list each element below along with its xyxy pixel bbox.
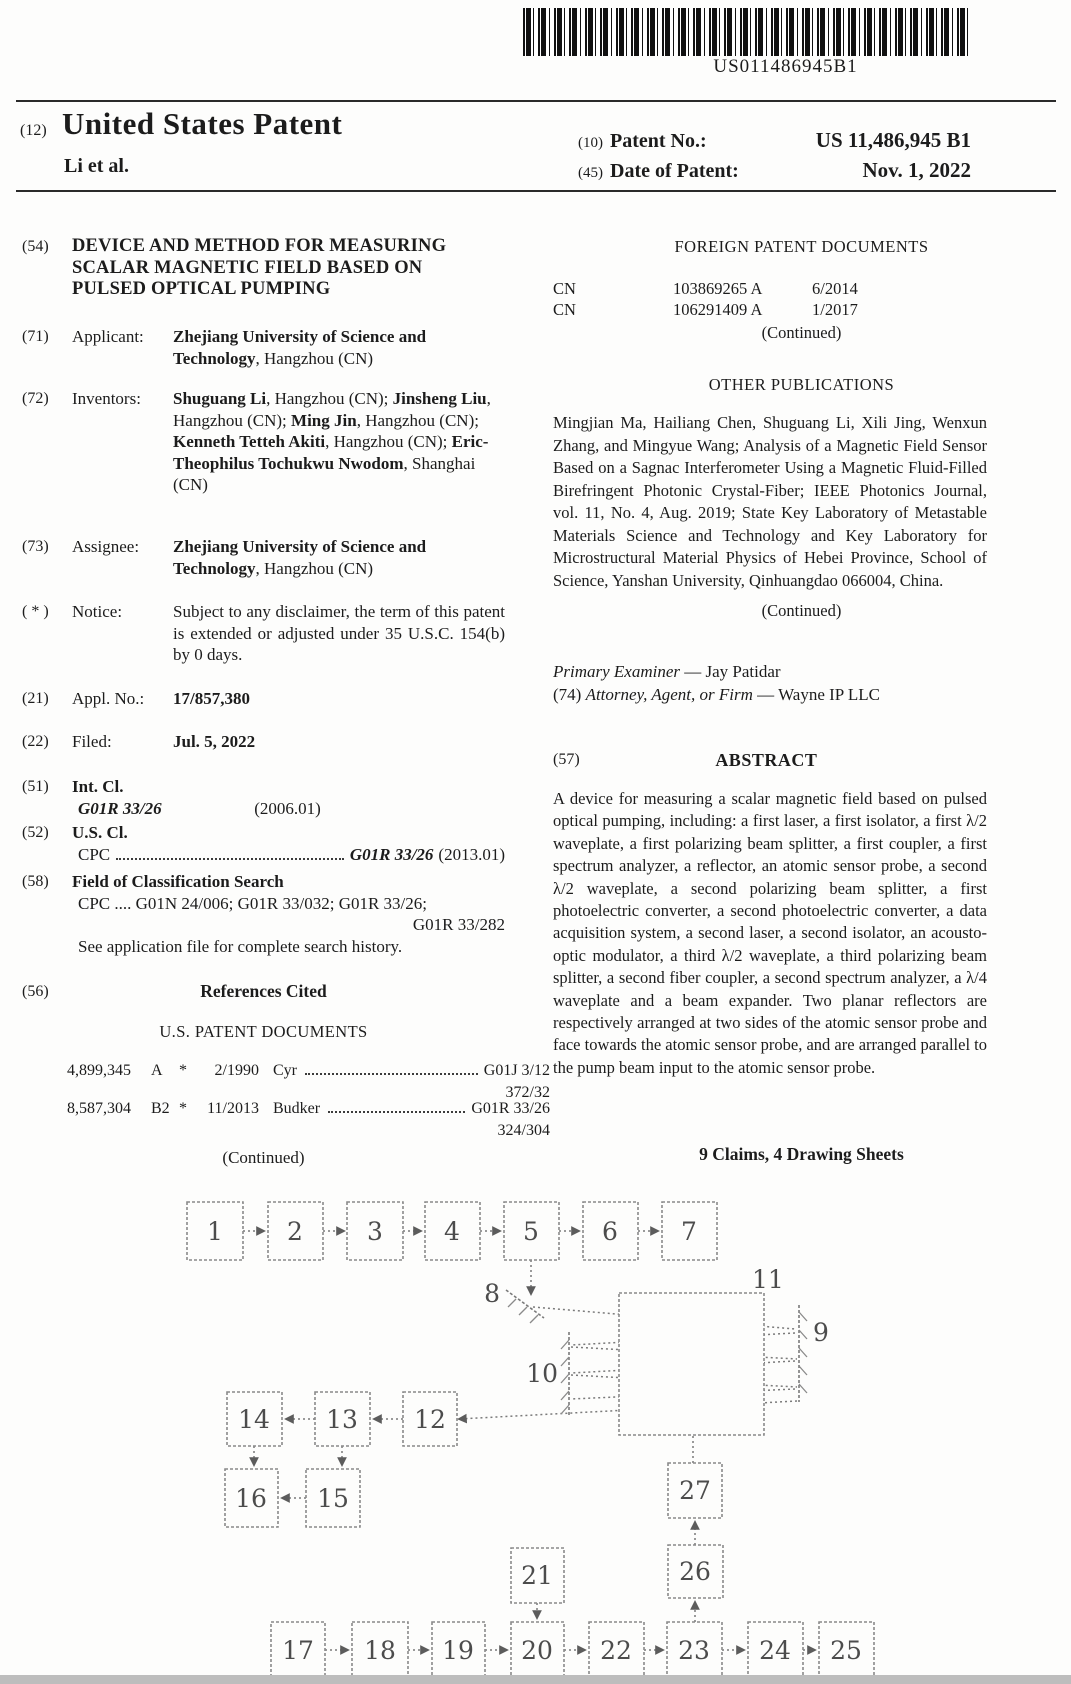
section-appl-no xyxy=(22,688,505,710)
figure-box-19 xyxy=(432,1622,485,1678)
section-inventors xyxy=(22,388,505,496)
figure-box-4 xyxy=(425,1202,480,1260)
notice-text: Subject to any disclaimer, the term of this patent is extended or adjusted under 35 U.S.C. 154(b) by 0 days. xyxy=(173,602,505,664)
applicant-code: (71) xyxy=(22,328,49,345)
figure-box-20 xyxy=(511,1622,564,1678)
svg-text:27: 27 xyxy=(679,1476,711,1505)
filed-value: Jul. 5, 2022 xyxy=(173,732,256,751)
ref-kind: B2 xyxy=(151,1100,170,1117)
figure-box-18 xyxy=(352,1622,408,1678)
svg-text:19: 19 xyxy=(442,1636,474,1665)
figure-box-23 xyxy=(667,1622,722,1678)
document-type-title: United States Patent xyxy=(62,106,343,141)
cell-box-11 xyxy=(619,1293,764,1435)
figure-box-5 xyxy=(504,1202,559,1260)
abstract-code: (57) xyxy=(553,751,580,768)
other-pubs-header: OTHER PUBLICATIONS xyxy=(708,375,895,394)
attorney-line xyxy=(553,684,987,707)
filed-label: Filed: xyxy=(72,732,112,751)
svg-text:3: 3 xyxy=(367,1217,383,1246)
svg-text:5: 5 xyxy=(523,1217,539,1246)
date-label: Date of Patent: xyxy=(610,160,739,182)
scan-edge-strip xyxy=(0,1675,1071,1684)
figure-box-6 xyxy=(583,1202,638,1260)
section-title xyxy=(22,236,505,301)
assignee-code: (73) xyxy=(22,538,49,555)
header-bottom-rule xyxy=(16,190,1056,192)
header-top-rule xyxy=(16,100,1056,102)
appl-no-label: Appl. No.: xyxy=(72,689,145,708)
foreign-date: 1/2017 xyxy=(812,300,858,319)
left-continued-note: (Continued) xyxy=(222,1148,305,1167)
examiner-label: Primary Examiner xyxy=(553,662,681,681)
svg-text:14: 14 xyxy=(238,1405,270,1434)
svg-text:22: 22 xyxy=(600,1636,632,1665)
abstract-text: A device for measuring a scalar magnetic field based on pulsed optical pumping, including: a first laser, a first isolator, a first λ/2 waveplate, a first polarizing beam splitter, a first coupler, a first spectrum analyzer, a reflector, an atomic sensor probe, a second λ/2 waveplate, a second polarizing beam splitter, a first photoelectric converter, a second photoelectric converter, a data acquisition system, a second laser, a second isolator, an acousto-optic modulator, a third λ/2 waveplate, a third polarizing beam splitter, a second fiber coupler, a second spectrum analyzer, a λ/4 waveplate and a beam expander. Two planar reflectors are respectively arranged at two sides of the atomic sensor probe and face towards the atomic sensor probe, and are arranged parallel to the pump beam input to the atomic sensor probe. xyxy=(553,789,987,1077)
us-ref-row xyxy=(22,1098,550,1141)
inventors-value: Shuguang Li, Hangzhou (CN); Jinsheng Liu, Hangzhou (CN); Ming Jin, Hangzhou (CN); Kenneth Tetteh Akiti, Hangzhou (CN); Eric-Theophilus Tochukwu Nwodom, Shanghai (CN) xyxy=(173,389,491,494)
figure-box-14 xyxy=(227,1392,282,1446)
foreign-number: 103869265 A xyxy=(673,279,763,298)
dot-leader xyxy=(305,1073,478,1075)
ref-star: * xyxy=(179,1100,187,1117)
ref-star: * xyxy=(179,1062,187,1079)
figure-label-10: 10 xyxy=(526,1359,558,1388)
appl-no-value: 17/857,380 xyxy=(173,689,250,708)
applicant-label: Applicant: xyxy=(72,327,144,346)
filed-code: (22) xyxy=(22,733,49,750)
svg-text:26: 26 xyxy=(679,1557,711,1586)
svg-text:13: 13 xyxy=(326,1405,358,1434)
claims-sheets-line: 9 Claims, 4 Drawing Sheets xyxy=(699,1144,904,1164)
ref-kind: A xyxy=(151,1062,163,1079)
svg-text:20: 20 xyxy=(521,1636,553,1665)
mirror-8 xyxy=(506,1290,544,1323)
attorney-code: (74) xyxy=(553,685,582,704)
abstract-header-row xyxy=(553,749,987,772)
ref-name: Budker xyxy=(273,1100,321,1117)
barcode-icon xyxy=(523,8,968,56)
invention-title: DEVICE AND METHOD FOR MEASURING SCALAR MAGNETIC FIELD BASED ON PULSED OPTICAL PUMPING xyxy=(72,236,447,299)
mirror-9 xyxy=(799,1305,807,1402)
abstract-header: ABSTRACT xyxy=(715,750,818,770)
figure-drawing xyxy=(0,1195,1071,1684)
figure-box-3 xyxy=(347,1202,403,1260)
svg-text:15: 15 xyxy=(317,1484,349,1513)
figure-box-22 xyxy=(589,1622,644,1678)
us-ref-row xyxy=(22,1060,550,1103)
figure-box-1 xyxy=(187,1202,243,1260)
applicant-value: Zhejiang University of Science and Technology, Hangzhou (CN) xyxy=(173,327,427,368)
field-search-line1: CPC .... G01N 24/006; G01R 33/032; G01R 33/26; xyxy=(78,893,428,913)
em-dash: — xyxy=(757,685,775,704)
svg-text:17: 17 xyxy=(282,1636,314,1665)
references-code: (56) xyxy=(22,983,49,1000)
kind-code: (12) xyxy=(20,122,47,139)
us-patent-docs-header: U.S. PATENT DOCUMENTS xyxy=(159,1022,368,1041)
section-references xyxy=(22,981,505,1003)
svg-text:6: 6 xyxy=(602,1217,618,1246)
us-cl-label: U.S. Cl. xyxy=(72,823,128,842)
us-cl-code: (52) xyxy=(22,824,49,841)
figure-box-7 xyxy=(662,1202,717,1260)
examiner-value: Jay Patidar xyxy=(705,662,781,681)
cpc-year: (2013.01) xyxy=(438,844,505,864)
int-cl-class: G01R 33/26 xyxy=(78,798,162,818)
section-field-search xyxy=(22,871,505,957)
svg-text:21: 21 xyxy=(521,1561,553,1590)
field-search-line3: See application file for complete search history. xyxy=(78,936,403,956)
date-code: (45) xyxy=(578,165,603,181)
notice-label: Notice: xyxy=(72,602,123,621)
date-value: Nov. 1, 2022 xyxy=(862,158,971,182)
ref-date: 11/2013 xyxy=(207,1100,259,1117)
svg-text:7: 7 xyxy=(681,1217,697,1246)
patent-no-value: US 11,486,945 B1 xyxy=(815,128,971,152)
barcode-number: US011486945B1 xyxy=(713,56,858,77)
figure-box-27 xyxy=(668,1463,722,1518)
other-pubs-continued-note: (Continued) xyxy=(761,601,842,620)
ref-date: 2/1990 xyxy=(214,1062,259,1079)
patent-no-code: (10) xyxy=(578,135,603,151)
svg-text:16: 16 xyxy=(235,1484,267,1513)
ref-class: G01R 33/26 xyxy=(471,1100,550,1117)
section-us-cl xyxy=(22,822,505,865)
figure-box-16 xyxy=(225,1469,278,1527)
cpc-label: CPC xyxy=(78,844,111,864)
section-int-cl xyxy=(22,776,505,819)
svg-text:24: 24 xyxy=(759,1636,791,1665)
figure-label-11: 11 xyxy=(752,1265,784,1294)
attorney-value: Wayne IP LLC xyxy=(778,685,880,704)
ref-number: 8,587,304 xyxy=(67,1100,131,1117)
patent-no-label: Patent No.: xyxy=(610,130,707,152)
figure-label-9: 9 xyxy=(813,1318,829,1347)
cpc-class: G01R 33/26 xyxy=(349,844,434,864)
figure-box-26 xyxy=(668,1545,723,1598)
section-assignee xyxy=(22,536,505,579)
svg-text:18: 18 xyxy=(364,1636,396,1665)
ref-number: 4,899,345 xyxy=(67,1062,131,1079)
figure-box-25 xyxy=(819,1622,874,1678)
ref-class2: 324/304 xyxy=(497,1121,550,1139)
field-search-code: (58) xyxy=(22,873,49,890)
foreign-row xyxy=(553,299,987,320)
dot-leader xyxy=(328,1111,465,1113)
figure-box-15 xyxy=(306,1469,360,1527)
figure-box-13 xyxy=(315,1392,370,1446)
int-cl-code: (51) xyxy=(22,778,49,795)
int-cl-version: (2006.01) xyxy=(254,798,321,818)
primary-examiner-line xyxy=(553,661,987,684)
svg-text:25: 25 xyxy=(830,1636,862,1665)
section-notice xyxy=(22,601,505,666)
em-dash: — xyxy=(684,662,702,681)
assignee-label: Assignee: xyxy=(72,537,140,556)
foreign-country: CN xyxy=(553,279,576,298)
foreign-country: CN xyxy=(553,300,576,319)
ref-class2: 372/32 xyxy=(505,1083,550,1101)
inventors-code: (72) xyxy=(22,390,49,407)
figure-box-17 xyxy=(271,1622,325,1678)
foreign-docs-table xyxy=(553,278,987,320)
foreign-date: 6/2014 xyxy=(812,279,858,298)
foreign-number: 106291409 A xyxy=(673,300,763,319)
inventor-shortname: Li et al. xyxy=(64,155,129,177)
figure-box-24 xyxy=(748,1622,803,1678)
foreign-row xyxy=(553,278,987,299)
field-search-line2: G01R 33/282 xyxy=(412,915,505,934)
foreign-docs-header: FOREIGN PATENT DOCUMENTS xyxy=(674,237,929,256)
ref-name: Cyr xyxy=(273,1062,297,1079)
other-pubs-text: Mingjian Ma, Hailiang Chen, Shuguang Li, Xili Jing, Wenxun Zhang, and Mingyue Wang; Analysis of a Magnetic Field Sensor Based on a Sagnac Interferometer Using a Magnetic Fluid-Filled Birefringent Photonic Crystal-Fiber; IEEE Photonics Journal, vol. 11, No. 4, Aug. 2019; State Key Laboratory of Metastable Materials Science and Technology and Key Laboratory for Microstructural Material Physics of Hebei Province, School of Science, Yanshan University, Qinhuangdao 066004, China. xyxy=(553,413,987,590)
svg-text:12: 12 xyxy=(414,1405,446,1434)
mirror-10 xyxy=(561,1332,569,1416)
figure-label-8: 8 xyxy=(484,1279,500,1308)
section-applicant xyxy=(22,326,505,369)
inventors-label: Inventors: xyxy=(72,389,141,408)
patent-date-row xyxy=(578,158,971,183)
foreign-continued-note: (Continued) xyxy=(761,323,842,342)
svg-text:23: 23 xyxy=(678,1636,710,1665)
dot-leader xyxy=(116,858,344,860)
section-filed xyxy=(22,731,505,753)
field-search-label: Field of Classification Search xyxy=(72,872,284,891)
figure-box-2 xyxy=(268,1202,323,1260)
svg-text:1: 1 xyxy=(207,1217,223,1246)
figure-box-12 xyxy=(403,1392,457,1446)
attorney-label: Attorney, Agent, or Firm xyxy=(585,685,753,704)
figure-box-21 xyxy=(511,1548,564,1603)
notice-code: ( * ) xyxy=(22,603,49,620)
svg-text:4: 4 xyxy=(444,1217,460,1246)
title-code: (54) xyxy=(22,238,49,255)
references-header: References Cited xyxy=(200,981,327,1001)
ref-class: G01J 3/12 xyxy=(483,1062,550,1079)
svg-text:2: 2 xyxy=(287,1217,303,1246)
patent-number-row xyxy=(578,128,971,153)
assignee-value: Zhejiang University of Science and Technology, Hangzhou (CN) xyxy=(173,537,427,578)
appl-no-code: (21) xyxy=(22,690,49,707)
int-cl-label: Int. Cl. xyxy=(72,777,124,796)
